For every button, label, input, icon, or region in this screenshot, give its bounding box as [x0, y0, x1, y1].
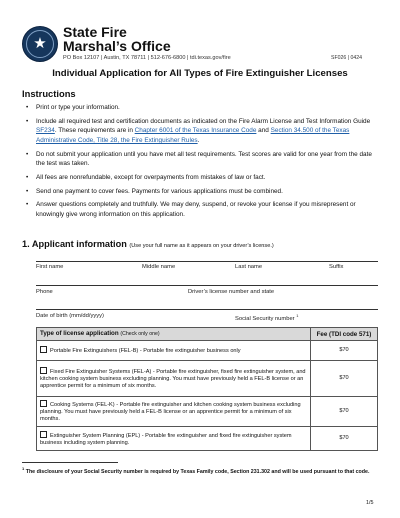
- table-row: [37, 361, 378, 397]
- instructions-heading: Instructions: [22, 88, 76, 99]
- table-row: [37, 427, 378, 451]
- epl-fee: $70: [311, 427, 378, 451]
- license-type-table: [36, 327, 378, 451]
- drivers-license-label: Driver’s license number and state: [188, 289, 275, 295]
- agency-name-line1: State Fire: [63, 24, 127, 40]
- instruction-item: • Do not submit your application until you have met all test requirements. Test scores are valid for one year from the date the test was taken.: [36, 150, 381, 169]
- fel-k-fee: $70: [311, 397, 378, 427]
- instruction-item: • Print or type your information.: [36, 103, 381, 113]
- epl-description: Extinguisher System Planning (EPL) - Portable fire extinguisher and fixed fire extinguisher system business including system planning.: [40, 432, 292, 446]
- instruction-item: • Answer questions completely and truthfully. We may deny, suspend, or revoke your license if you misrepresent or knowingly give wrong information on this application.: [36, 200, 381, 219]
- section1-heading: 1. Applicant information (Use your full name as it appears on your driver’s license.): [22, 239, 274, 249]
- state-seal-logo: ★: [22, 26, 58, 62]
- instruction-item: • All fees are nonrefundable, except for overpayments from mistakes of law or fact.: [36, 173, 381, 183]
- phone-license-entry-line[interactable]: [36, 285, 378, 286]
- table-header-row: [37, 328, 378, 341]
- form-title: Individual Application for All Types of Fire Extinguisher Licenses: [52, 68, 348, 79]
- last-name-label: Last name: [235, 264, 263, 270]
- fel-a-fee: $70: [311, 361, 378, 397]
- table-row: [37, 341, 378, 361]
- fel-a-description: Fixed Fire Extinguisher Systems (FEL-A) - Portable fire extinguisher, fixed fire extinguisher system, and kitchen cooking system business excluding planning. You must have previously held a FEL-B license or an apprentice permit for a minimum of six months.: [40, 369, 306, 389]
- instructions-list: [36, 103, 381, 224]
- footnote-divider: [22, 462, 118, 463]
- fel-k-description: Cooking Systems (FEL-K) - Portable fire extinguisher and kitchen cooking system business excluding planning. You must have previously held a FEL-B license or an apprentice permit for a minimum of six months.: [40, 402, 301, 422]
- epl-checkbox[interactable]: [40, 431, 47, 438]
- dob-ssn-entry-line[interactable]: [36, 309, 378, 310]
- phone-label: Phone: [36, 289, 53, 295]
- type-column-header: Type of license application (Check only one): [37, 328, 311, 341]
- agency-address: PO Box 12107 | Austin, TX 78711 | 512-676-6800 | tdi.texas.gov/fire: [63, 55, 231, 61]
- suffix-label: Suffix: [329, 264, 344, 270]
- middle-name-label: Middle name: [142, 264, 176, 270]
- fee-column-header: Fee (TDI code 571): [311, 328, 378, 341]
- insurance-code-link[interactable]: Chapter 6001 of the Texas Insurance Code: [134, 127, 257, 135]
- ssn-label: Social Security number $^1$: [235, 313, 299, 322]
- section1-note: (Use your full name as it appears on your driver’s license.): [129, 243, 274, 249]
- table-row: [37, 397, 378, 427]
- sf234-link[interactable]: SF234: [36, 127, 55, 135]
- fel-b-fee: $70: [311, 341, 378, 361]
- first-name-label: First name: [36, 264, 64, 270]
- instruction-item: • Send one payment to cover fees. Payments for various applications must be combined.: [36, 187, 381, 197]
- instruction-item-requirements: • Include all required test and certification documents as indicated on the Fire Alarm License and Test Information Guide SF234. These requirements are in Chapter 6001 of the Texas Insurance Code and Section 34.500 of the Texas Administrative Code, Title 28, the Fire Extinguisher Rules.: [36, 117, 381, 146]
- agency-name-line2: Marshal’s Office: [63, 38, 171, 54]
- footnote: $^1$ The disclosure of your Social Security number is required by Texas Family code, Section 231.302 and will be used pursuant to that code.: [22, 466, 370, 475]
- fel-b-checkbox[interactable]: [40, 346, 47, 353]
- dob-label: Date of birth (mm/dd/yyyy): [36, 313, 104, 319]
- fel-b-description: Portable Fire Extinguishers (FEL-B) - Portable fire extinguisher business only: [50, 348, 241, 354]
- page-number: 1/5: [366, 500, 374, 506]
- admin-code-link[interactable]: Section 34.500 of the Texas Administrative Code, Title 28, the Fire Extinguisher Rules: [36, 127, 350, 144]
- fel-a-checkbox[interactable]: [40, 367, 47, 374]
- fel-k-checkbox[interactable]: [40, 400, 47, 407]
- name-entry-line[interactable]: [36, 261, 378, 262]
- form-number: SF026 | 0424: [331, 55, 363, 61]
